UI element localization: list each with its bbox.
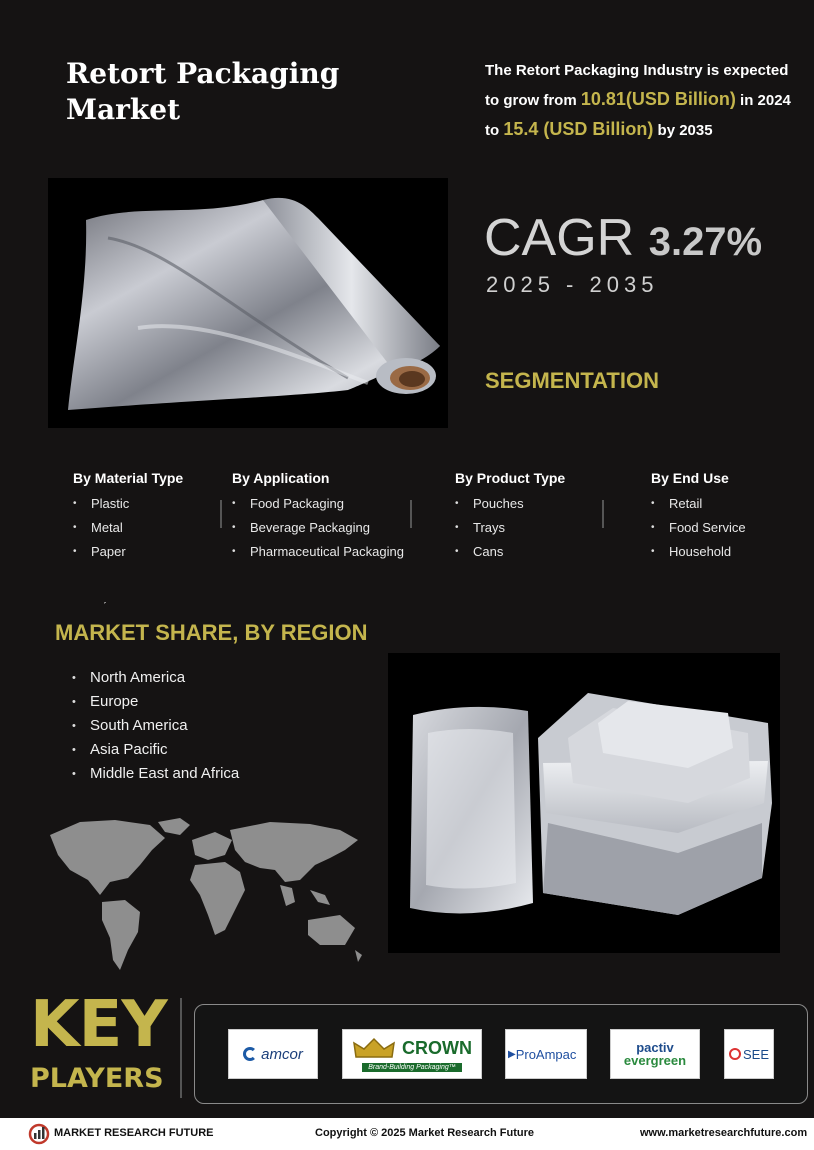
segment-item: • Household: [651, 540, 746, 564]
segment-item: • Paper: [73, 540, 183, 564]
region-item: • Middle East and Africa: [72, 762, 239, 786]
title-line-2: Market: [66, 93, 181, 126]
region-item: • Asia Pacific: [72, 738, 239, 762]
crown-wordmark: CROWN: [402, 1038, 472, 1058]
column-divider: [220, 500, 222, 528]
key-players-title-line-1: KEY: [30, 988, 167, 1062]
column-divider: [410, 500, 412, 528]
market-summary: [485, 56, 805, 145]
market-share-title: MARKET SHARE, BY REGION: [55, 620, 368, 645]
title-line-1: Retort Packaging: [66, 57, 340, 90]
segment-item: • Pouches: [455, 492, 565, 516]
key-players-divider: [180, 998, 182, 1098]
region-item: • Europe: [72, 690, 239, 714]
cagr-years: 2025 - 2035: [486, 272, 659, 297]
segment-item: • Metal: [73, 516, 183, 540]
proampac-wordmark: ProAmpac: [515, 1046, 577, 1062]
summary-text-3: by 2035: [653, 122, 713, 139]
summary-text-2: in 2024 to: [485, 92, 791, 139]
value-2024: 10.81(USD Billion): [580, 89, 736, 109]
segmentation-title: SEGMENTATION: [485, 368, 659, 393]
segment-item: • Retail: [651, 492, 746, 516]
region-list: [72, 666, 239, 786]
segment-heading: By End Use: [651, 470, 729, 486]
decorative-tick-mark: ˊ: [103, 601, 107, 613]
pactiv-wordmark: pactiv: [636, 1040, 674, 1055]
region-item: • South America: [72, 714, 239, 738]
segment-end-use: [651, 470, 746, 564]
crown-icon: [352, 1037, 396, 1061]
crown-logo: [342, 1029, 482, 1079]
cagr-label: CAGR: [484, 209, 635, 267]
world-map-image: [40, 810, 370, 980]
segment-item: • Cans: [455, 540, 565, 564]
cagr-heading: [484, 208, 762, 272]
segment-item: • Beverage Packaging: [232, 516, 404, 540]
see-wordmark: SEE: [742, 1046, 769, 1062]
crown-tagline: Brand-Building Packaging™: [362, 1063, 462, 1072]
amcor-mark-icon: [243, 1047, 257, 1061]
segment-heading: By Material Type: [73, 470, 184, 486]
see-logo: [724, 1029, 774, 1079]
footer-copyright: Copyright © 2025 Market Research Future: [315, 1127, 535, 1139]
proampac-chevron-icon: ▶: [508, 1048, 516, 1060]
retort-pouches-image: [388, 653, 780, 953]
amcor-logo: [228, 1029, 318, 1079]
segment-material-type: [73, 470, 183, 564]
cagr-value: 3.27%: [648, 220, 763, 264]
segment-product-type: [455, 470, 565, 564]
value-2035: 15.4 (USD Billion): [503, 119, 654, 139]
footer: [0, 1118, 814, 1150]
region-item: • North America: [72, 666, 239, 690]
evergreen-wordmark: evergreen: [623, 1053, 687, 1068]
segment-application: [232, 470, 404, 564]
segment-item: • Plastic: [73, 492, 183, 516]
footer-website-link[interactable]: www.marketresearchfuture.com: [640, 1127, 808, 1139]
segment-item: • Food Packaging: [232, 492, 404, 516]
key-players-title-line-2: PLAYERS: [30, 1063, 164, 1094]
footer-brand: MARKET RESEARCH FUTURE: [54, 1127, 214, 1139]
segment-heading: By Application: [232, 470, 330, 486]
pactiv-evergreen-logo: [610, 1029, 700, 1079]
segment-item: • Food Service: [651, 516, 746, 540]
segment-item: • Trays: [455, 516, 565, 540]
amcor-wordmark: amcor: [261, 1045, 303, 1063]
proampac-logo: [505, 1029, 587, 1079]
column-divider: [602, 500, 604, 528]
see-circle-icon: [729, 1048, 741, 1060]
mrfr-logo-icon: [28, 1123, 50, 1145]
foil-roll-image: [48, 178, 448, 428]
summary-text-1: The Retort Packaging Industry is expected to grow from: [485, 62, 789, 109]
page-title: [66, 56, 396, 128]
segment-item: • Pharmaceutical Packaging: [232, 540, 404, 564]
segment-heading: By Product Type: [455, 470, 566, 486]
